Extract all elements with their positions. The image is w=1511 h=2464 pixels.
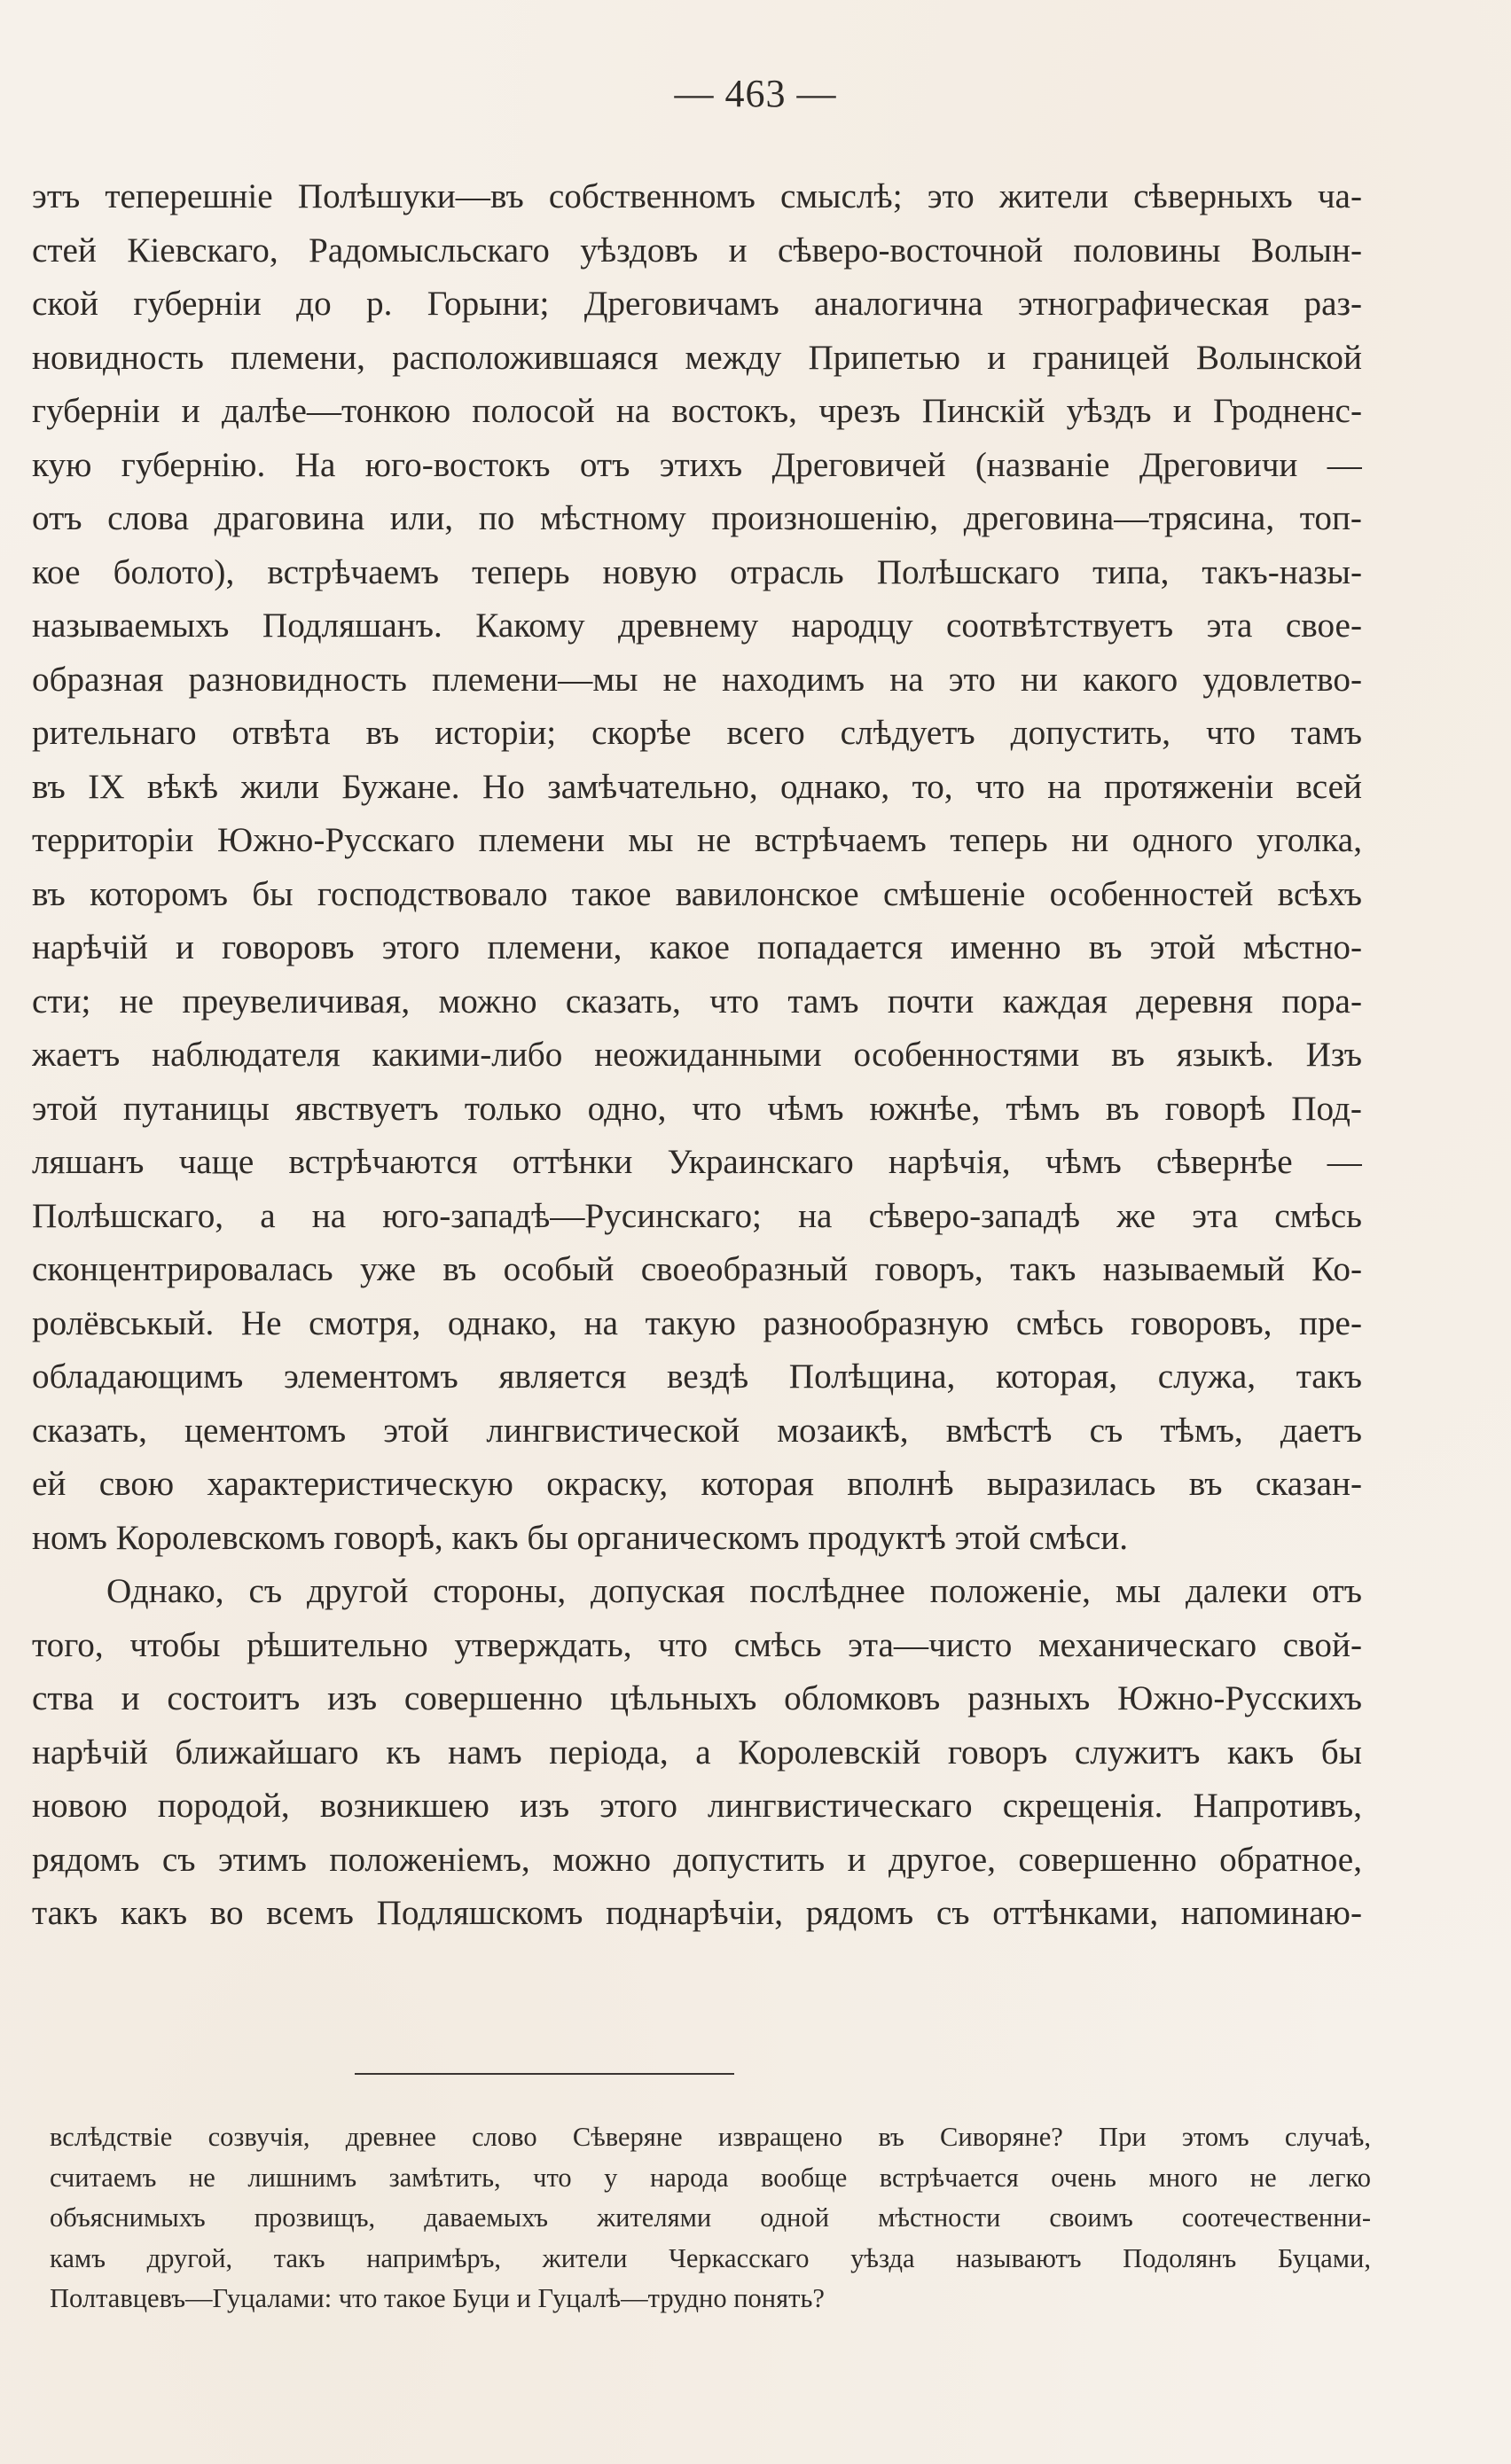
- footnote-block: [50, 2117, 1371, 2319]
- text-line: стей Кіевскаго, Радомысльскаго уѣздовъ и сѣверо-восточной половины Волын-: [32, 231, 1362, 270]
- page-number: — 463 —: [674, 72, 837, 115]
- text-line: ролёвськый. Не смотря, однако, на такую разнообразную смѣсь говоровъ, пре-: [32, 1303, 1362, 1342]
- footnote-line: объяснимыхъ прозвищъ, даваемыхъ жителями одной мѣстности своимъ соотечественни-: [50, 2202, 1371, 2233]
- footnote-line: считаемъ не лишнимъ замѣтить, что у народа вообще встрѣчается очень много не легко: [50, 2162, 1371, 2193]
- text-line: номъ Королевскомъ говорѣ, какъ бы органическомъ продуктѣ этой смѣси.: [32, 1518, 1129, 1557]
- text-line: отъ слова драговина или, по мѣстному произношенію, дреговина—трясина, топ-: [32, 499, 1362, 537]
- text-line: рядомъ съ этимъ положеніемъ, можно допустить и другое, совершенно обратное,: [32, 1840, 1362, 1879]
- text-line: жаетъ наблюдателя какими-либо неожиданными особенностями въ языкѣ. Изъ: [32, 1036, 1362, 1074]
- text-line: того, чтобы рѣшительно утверждать, что смѣсь эта—чисто механическаго свой-: [32, 1625, 1362, 1664]
- main-text-block: [32, 170, 1362, 1941]
- text-line: Полѣшскаго, а на юго-западѣ—Русинскаго; на сѣверо-западѣ же эта смѣсь: [32, 1196, 1362, 1235]
- text-line: ства и состоитъ изъ совершенно цѣльныхъ обломковъ разныхъ Южно-Русскихъ: [32, 1679, 1362, 1717]
- paragraph-start-line: Однако, съ другой стороны, допуская послѣднее положеніе, мы далеки отъ: [106, 1572, 1362, 1610]
- text-line: нарѣчій и говоровъ этого племени, какое попадается именно въ этой мѣстно-: [32, 928, 1362, 966]
- text-line: ляшанъ чаще встрѣчаются оттѣнки Украинскаго нарѣчія, чѣмъ сѣвернѣе —: [32, 1143, 1362, 1181]
- footnote-divider: [355, 2073, 734, 2075]
- text-line: губерніи и далѣе—тонкою полосой на востокъ, чрезъ Пинскій уѣздъ и Гродненс-: [32, 392, 1362, 430]
- text-line: сказать, цементомъ этой лингвистической мозаикѣ, вмѣстѣ съ тѣмъ, даетъ: [32, 1411, 1362, 1450]
- text-line: кое болото), встрѣчаемъ теперь новую отрасль Полѣшскаго типа, такъ-назы-: [32, 552, 1362, 591]
- text-line: ей свою характеристическую окраску, которая вполнѣ выразилась въ сказан-: [32, 1465, 1362, 1503]
- text-line: рительнаго отвѣта въ исторіи; скорѣе всего слѣдуетъ допустить, что тамъ: [32, 714, 1362, 752]
- text-line: этъ теперешніе Полѣшуки—въ собственномъ смыслѣ; это жители сѣверныхъ ча-: [32, 177, 1362, 215]
- footnote-line: вслѣдствіе созвучія, древнее слово Сѣверяне извращено въ Сиворяне? При этомъ случаѣ,: [50, 2122, 1371, 2152]
- text-line: образная разновидность племени—мы не находимъ на это ни какого удовлетво-: [32, 660, 1362, 699]
- text-line: территоріи Южно-Русскаго племени мы не встрѣчаемъ теперь ни одного уголка,: [32, 821, 1362, 859]
- footnote-line: камъ другой, такъ напримѣръ, жители Черкасскаго уѣзда называютъ Подолянъ Буцами,: [50, 2242, 1371, 2273]
- text-line: нарѣчій ближайшаго къ намъ періода, а Королевскій говоръ служитъ какъ бы: [32, 1733, 1362, 1772]
- text-line: въ IX вѣкѣ жили Бужане. Но замѣчательно, однако, то, что на протяженіи всей: [32, 767, 1362, 806]
- footnote-line: Полтавцевъ—Гуцалами: что такое Буци и Гуцалѣ—трудно понять?: [50, 2283, 825, 2313]
- text-line: обладающимъ элементомъ является вездѣ Полѣщина, которая, служа, такъ: [32, 1357, 1362, 1396]
- text-line: сконцентрировалась уже въ особый своеобразный говоръ, такъ называемый Ко-: [32, 1250, 1362, 1288]
- text-line: кую губернію. На юго-востокъ отъ этихъ Дреговичей (названіе Дреговичи —: [32, 445, 1362, 484]
- text-line: въ которомъ бы господствовало такое вавилонское смѣшеніе особенностей всѣхъ: [32, 874, 1362, 913]
- text-line: называемыхъ Подляшанъ. Какому древнему народцу соотвѣтствуетъ эта свое-: [32, 606, 1362, 645]
- text-line: этой путаницы явствуетъ только одно, что чѣмъ южнѣе, тѣмъ въ говорѣ Под-: [32, 1089, 1362, 1128]
- text-line: сти; не преувеличивая, можно сказать, что тамъ почти каждая деревня пора-: [32, 982, 1362, 1021]
- text-line: такъ какъ во всемъ Подляшскомъ поднарѣчіи, рядомъ съ оттѣнками, напоминаю-: [32, 1894, 1362, 1932]
- text-line: новидность племени, расположившаяся между Припетью и границей Волынской: [32, 338, 1362, 377]
- text-line: ской губерніи до р. Горыни; Дреговичамъ аналогична этнографическая раз-: [32, 285, 1362, 323]
- text-line: новою породой, возникшею изъ этого лингвистическаго скрещенія. Напротивъ,: [32, 1787, 1362, 1825]
